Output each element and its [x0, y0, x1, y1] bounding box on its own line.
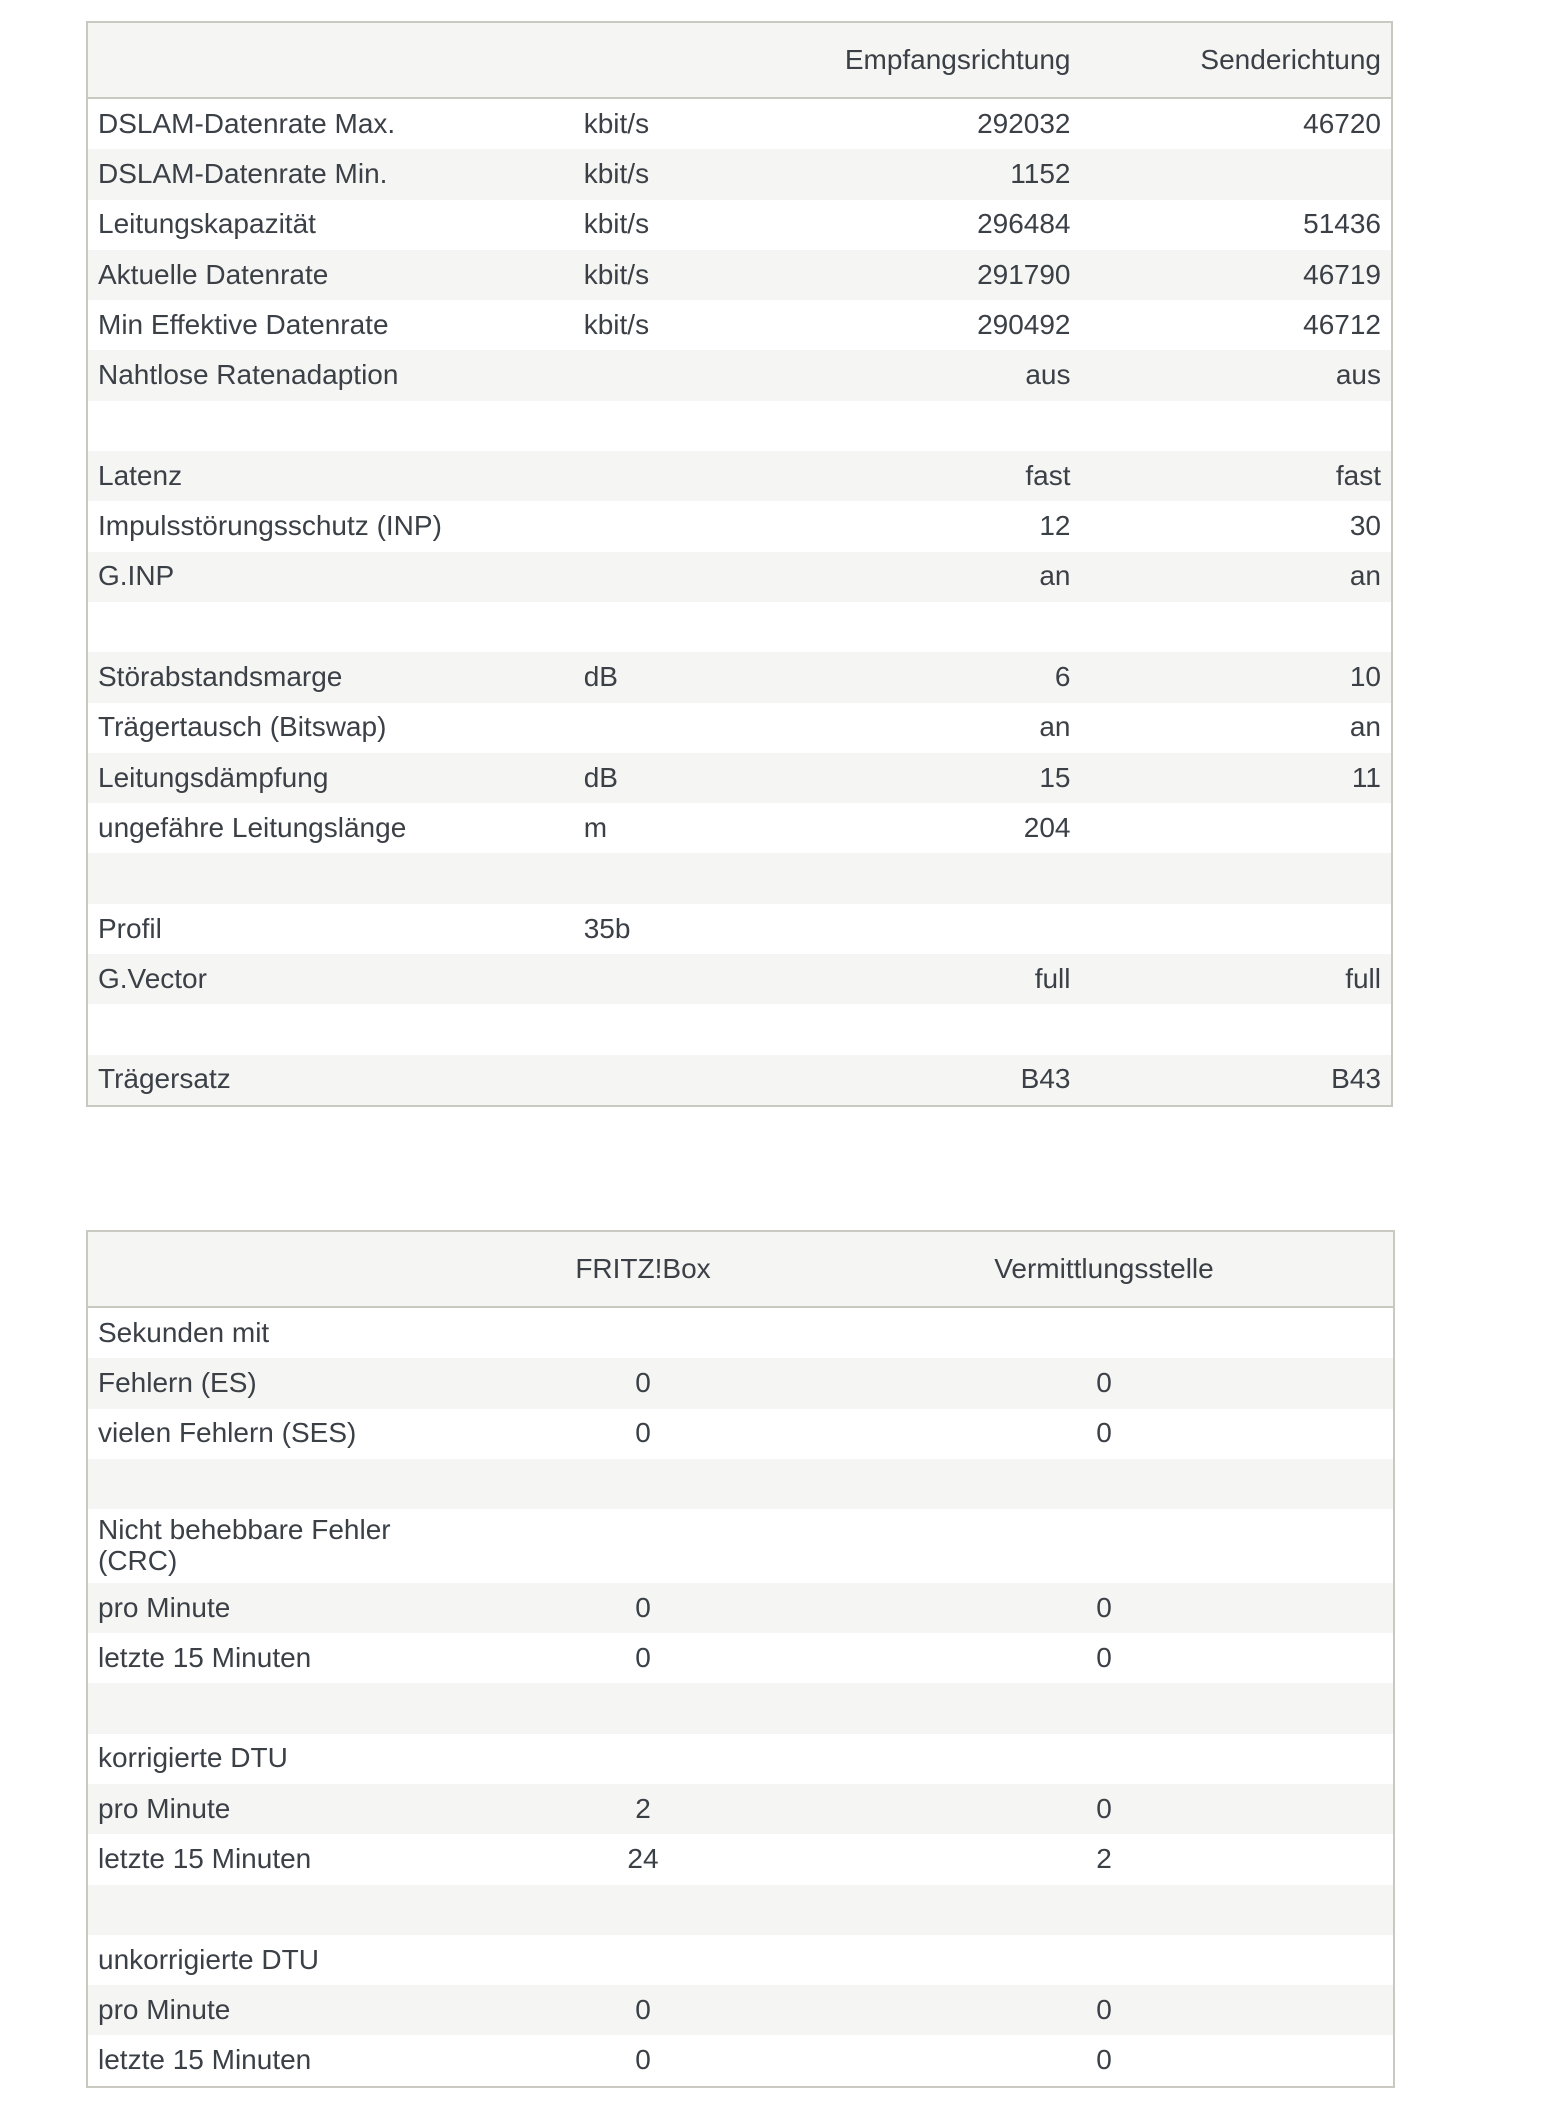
row-downstream: B43 [1020, 1063, 1071, 1095]
row-unit [574, 501, 774, 551]
table-row [87, 300, 1392, 350]
row-spacer [1339, 1409, 1394, 1459]
row-upstream [1081, 904, 1393, 954]
row-unit: kbit/s [583, 308, 650, 340]
row-downstream: 1152 [1010, 158, 1071, 190]
row-exchange: 0 [1096, 1367, 1112, 1399]
table-row [87, 1409, 1394, 1459]
row-fritzbox: 0 [635, 1641, 651, 1673]
table-row [87, 1683, 1394, 1733]
table-row [87, 1935, 1394, 1985]
row-unit [574, 703, 774, 753]
row-spacer [1339, 1509, 1394, 1583]
header-fritzbox: FRITZ!Box [575, 1253, 711, 1284]
row-label: unkorrigierte DTU [98, 1943, 319, 1975]
row-exchange: 0 [1096, 1417, 1112, 1449]
row-spacer [1339, 2035, 1394, 2086]
table-row [87, 200, 1392, 250]
row-unit [574, 954, 774, 1004]
row-unit [574, 602, 774, 652]
row-label: G.Vector [98, 962, 207, 994]
row-label: pro Minute [98, 1792, 231, 1824]
table-row [87, 1509, 1394, 1583]
row-downstream: 6 [1054, 661, 1071, 693]
row-exchange [869, 1307, 1339, 1358]
row-unit: dB [583, 661, 618, 693]
row-upstream [1081, 803, 1393, 853]
row-spacer [1339, 1683, 1394, 1733]
row-downstream [774, 1004, 1080, 1054]
row-unit [574, 451, 774, 501]
row-downstream: aus [1025, 359, 1071, 391]
row-fritzbox: 0 [635, 2044, 651, 2076]
row-fritzbox: 2 [635, 1792, 651, 1824]
row-downstream: 292032 [977, 107, 1071, 139]
row-spacer [1339, 1307, 1394, 1358]
row-spacer [1339, 1459, 1394, 1509]
header-unit [574, 22, 774, 98]
row-exchange: 0 [1096, 1792, 1112, 1824]
row-unit: kbit/s [583, 208, 650, 240]
row-downstream [774, 602, 1080, 652]
header-label [87, 22, 574, 98]
row-unit [574, 853, 774, 903]
row-label: Trägertausch (Bitswap) [98, 711, 387, 743]
row-label: Min Effektive Datenrate [98, 308, 389, 340]
row-spacer [1339, 1834, 1394, 1884]
row-label [87, 1885, 417, 1935]
table-row [87, 1784, 1394, 1834]
row-upstream: 51436 [1303, 208, 1381, 240]
row-downstream [774, 401, 1080, 451]
row-fritzbox [417, 1935, 869, 1985]
row-fritzbox [417, 1459, 869, 1509]
row-spacer [1339, 1583, 1394, 1633]
table-row [87, 250, 1392, 300]
row-fritzbox [417, 1683, 869, 1733]
table-row [87, 904, 1392, 954]
row-label: pro Minute [98, 1591, 231, 1623]
row-label: Trägersatz [98, 1063, 231, 1095]
table-row [87, 451, 1392, 501]
table-row [87, 1055, 1392, 1106]
row-upstream [1081, 602, 1393, 652]
table-row [87, 803, 1392, 853]
table-row [87, 1004, 1392, 1054]
table-row [87, 1459, 1394, 1509]
row-label [87, 1459, 417, 1509]
row-spacer [1339, 1985, 1394, 2035]
row-upstream: 46720 [1303, 107, 1381, 139]
row-label: Aktuelle Datenrate [98, 258, 329, 290]
row-unit [574, 1055, 774, 1106]
row-fritzbox [417, 1885, 869, 1935]
row-upstream: full [1345, 962, 1381, 994]
row-fritzbox: 0 [635, 1993, 651, 2025]
row-downstream: fast [1025, 459, 1071, 491]
row-exchange [869, 1935, 1339, 1985]
row-exchange: 0 [1096, 1591, 1112, 1623]
row-spacer [1339, 1358, 1394, 1408]
row-upstream: 30 [1349, 510, 1381, 542]
dsl-line-info-table [86, 21, 1393, 1107]
row-unit: m [583, 811, 608, 843]
header-downstream: Empfangsrichtung [844, 44, 1071, 75]
row-exchange: 0 [1096, 1993, 1112, 2025]
row-label: Latenz [98, 459, 183, 491]
row-label: letzte 15 Minuten [98, 1843, 312, 1875]
row-fritzbox [417, 1734, 869, 1784]
row-fritzbox: 0 [635, 1591, 651, 1623]
row-downstream [774, 904, 1080, 954]
row-downstream: 291790 [977, 258, 1071, 290]
row-fritzbox [417, 1509, 869, 1583]
row-label: letzte 15 Minuten [98, 1641, 312, 1673]
table-row [87, 552, 1392, 602]
row-upstream: 10 [1349, 661, 1381, 693]
row-unit [574, 350, 774, 400]
table-row [87, 1834, 1394, 1884]
row-downstream [774, 853, 1080, 903]
table-row [87, 1985, 1394, 2035]
table-row [87, 149, 1392, 199]
row-upstream [1081, 149, 1393, 199]
table-header-row [87, 1231, 1394, 1307]
row-unit [574, 552, 774, 602]
row-label: Profil [98, 912, 162, 944]
row-downstream: 12 [1039, 510, 1071, 542]
row-label: Fehlern (ES) [98, 1367, 257, 1399]
row-label [87, 853, 574, 903]
table-row [87, 853, 1392, 903]
row-exchange [869, 1509, 1339, 1583]
row-spacer [1339, 1885, 1394, 1935]
row-unit [574, 1004, 774, 1054]
row-downstream: 296484 [977, 208, 1071, 240]
row-unit: kbit/s [583, 107, 650, 139]
row-label: Sekunden mit [98, 1316, 270, 1348]
row-label [87, 602, 574, 652]
row-label: vielen Fehlern (SES) [98, 1417, 357, 1449]
header-exchange: Vermittlungsstelle [994, 1253, 1214, 1284]
table-row [87, 1307, 1394, 1358]
table-row [87, 501, 1392, 551]
row-fritzbox: 0 [635, 1417, 651, 1449]
header-spacer [1339, 1231, 1394, 1307]
table-row [87, 1583, 1394, 1633]
row-label: Nahtlose Ratenadaption [98, 359, 399, 391]
table-row [87, 652, 1392, 702]
row-downstream: an [1039, 711, 1071, 743]
table-row [87, 401, 1392, 451]
row-label [87, 1004, 574, 1054]
row-exchange [869, 1459, 1339, 1509]
table-row [87, 98, 1392, 149]
row-downstream: 15 [1039, 761, 1071, 793]
row-label: Nicht behebbare Fehler (CRC) [98, 1514, 391, 1576]
table-row [87, 350, 1392, 400]
row-spacer [1339, 1784, 1394, 1834]
row-upstream: 11 [1351, 761, 1381, 793]
row-exchange: 0 [1096, 2044, 1112, 2076]
row-label: Impulsstörungsschutz (INP) [98, 510, 442, 542]
row-label: Störabstandsmarge [98, 661, 343, 693]
table-row [87, 602, 1392, 652]
row-label: letzte 15 Minuten [98, 2044, 312, 2076]
row-exchange: 2 [1096, 1843, 1112, 1875]
header-upstream: Senderichtung [1200, 44, 1381, 75]
row-unit: 35b [583, 912, 631, 944]
error-stats-table [86, 1230, 1395, 2088]
row-upstream: 46712 [1303, 308, 1381, 340]
row-fritzbox [417, 1307, 869, 1358]
row-upstream [1081, 1004, 1393, 1054]
row-spacer [1339, 1734, 1394, 1784]
row-exchange [869, 1683, 1339, 1733]
row-unit: kbit/s [583, 158, 650, 190]
table-row [87, 753, 1392, 803]
table-row [87, 1734, 1394, 1784]
row-label: Leitungsdämpfung [98, 761, 329, 793]
row-upstream: 46719 [1303, 258, 1381, 290]
row-upstream: B43 [1331, 1063, 1381, 1095]
row-upstream: an [1349, 711, 1381, 743]
table-header-row [87, 22, 1392, 98]
row-fritzbox: 24 [627, 1843, 659, 1875]
row-unit [574, 401, 774, 451]
row-unit: kbit/s [583, 258, 650, 290]
table-row [87, 1633, 1394, 1683]
row-exchange [869, 1734, 1339, 1784]
row-spacer [1339, 1633, 1394, 1683]
row-downstream: full [1034, 962, 1071, 994]
row-label: pro Minute [98, 1993, 231, 2025]
row-downstream: an [1039, 560, 1071, 592]
header-label [87, 1231, 417, 1307]
row-label [87, 1683, 417, 1733]
row-label [87, 401, 574, 451]
row-upstream [1081, 853, 1393, 903]
row-upstream: aus [1335, 359, 1381, 391]
row-unit: dB [583, 761, 618, 793]
table-row [87, 703, 1392, 753]
row-spacer [1339, 1935, 1394, 1985]
row-upstream: fast [1335, 459, 1381, 491]
table-row [87, 1358, 1394, 1408]
row-label: DSLAM-Datenrate Min. [98, 158, 388, 190]
row-label: ungefähre Leitungslänge [98, 811, 407, 843]
row-fritzbox: 0 [635, 1367, 651, 1399]
row-exchange: 0 [1096, 1641, 1112, 1673]
table-row [87, 2035, 1394, 2086]
row-downstream: 204 [1023, 811, 1071, 843]
row-upstream [1081, 401, 1393, 451]
row-exchange [869, 1885, 1339, 1935]
row-label: korrigierte DTU [98, 1742, 288, 1774]
row-downstream: 290492 [977, 308, 1071, 340]
row-label: G.INP [98, 560, 175, 592]
table-row [87, 1885, 1394, 1935]
row-label: Leitungskapazität [98, 208, 316, 240]
row-label: DSLAM-Datenrate Max. [98, 107, 396, 139]
table-row [87, 954, 1392, 1004]
row-upstream: an [1349, 560, 1381, 592]
